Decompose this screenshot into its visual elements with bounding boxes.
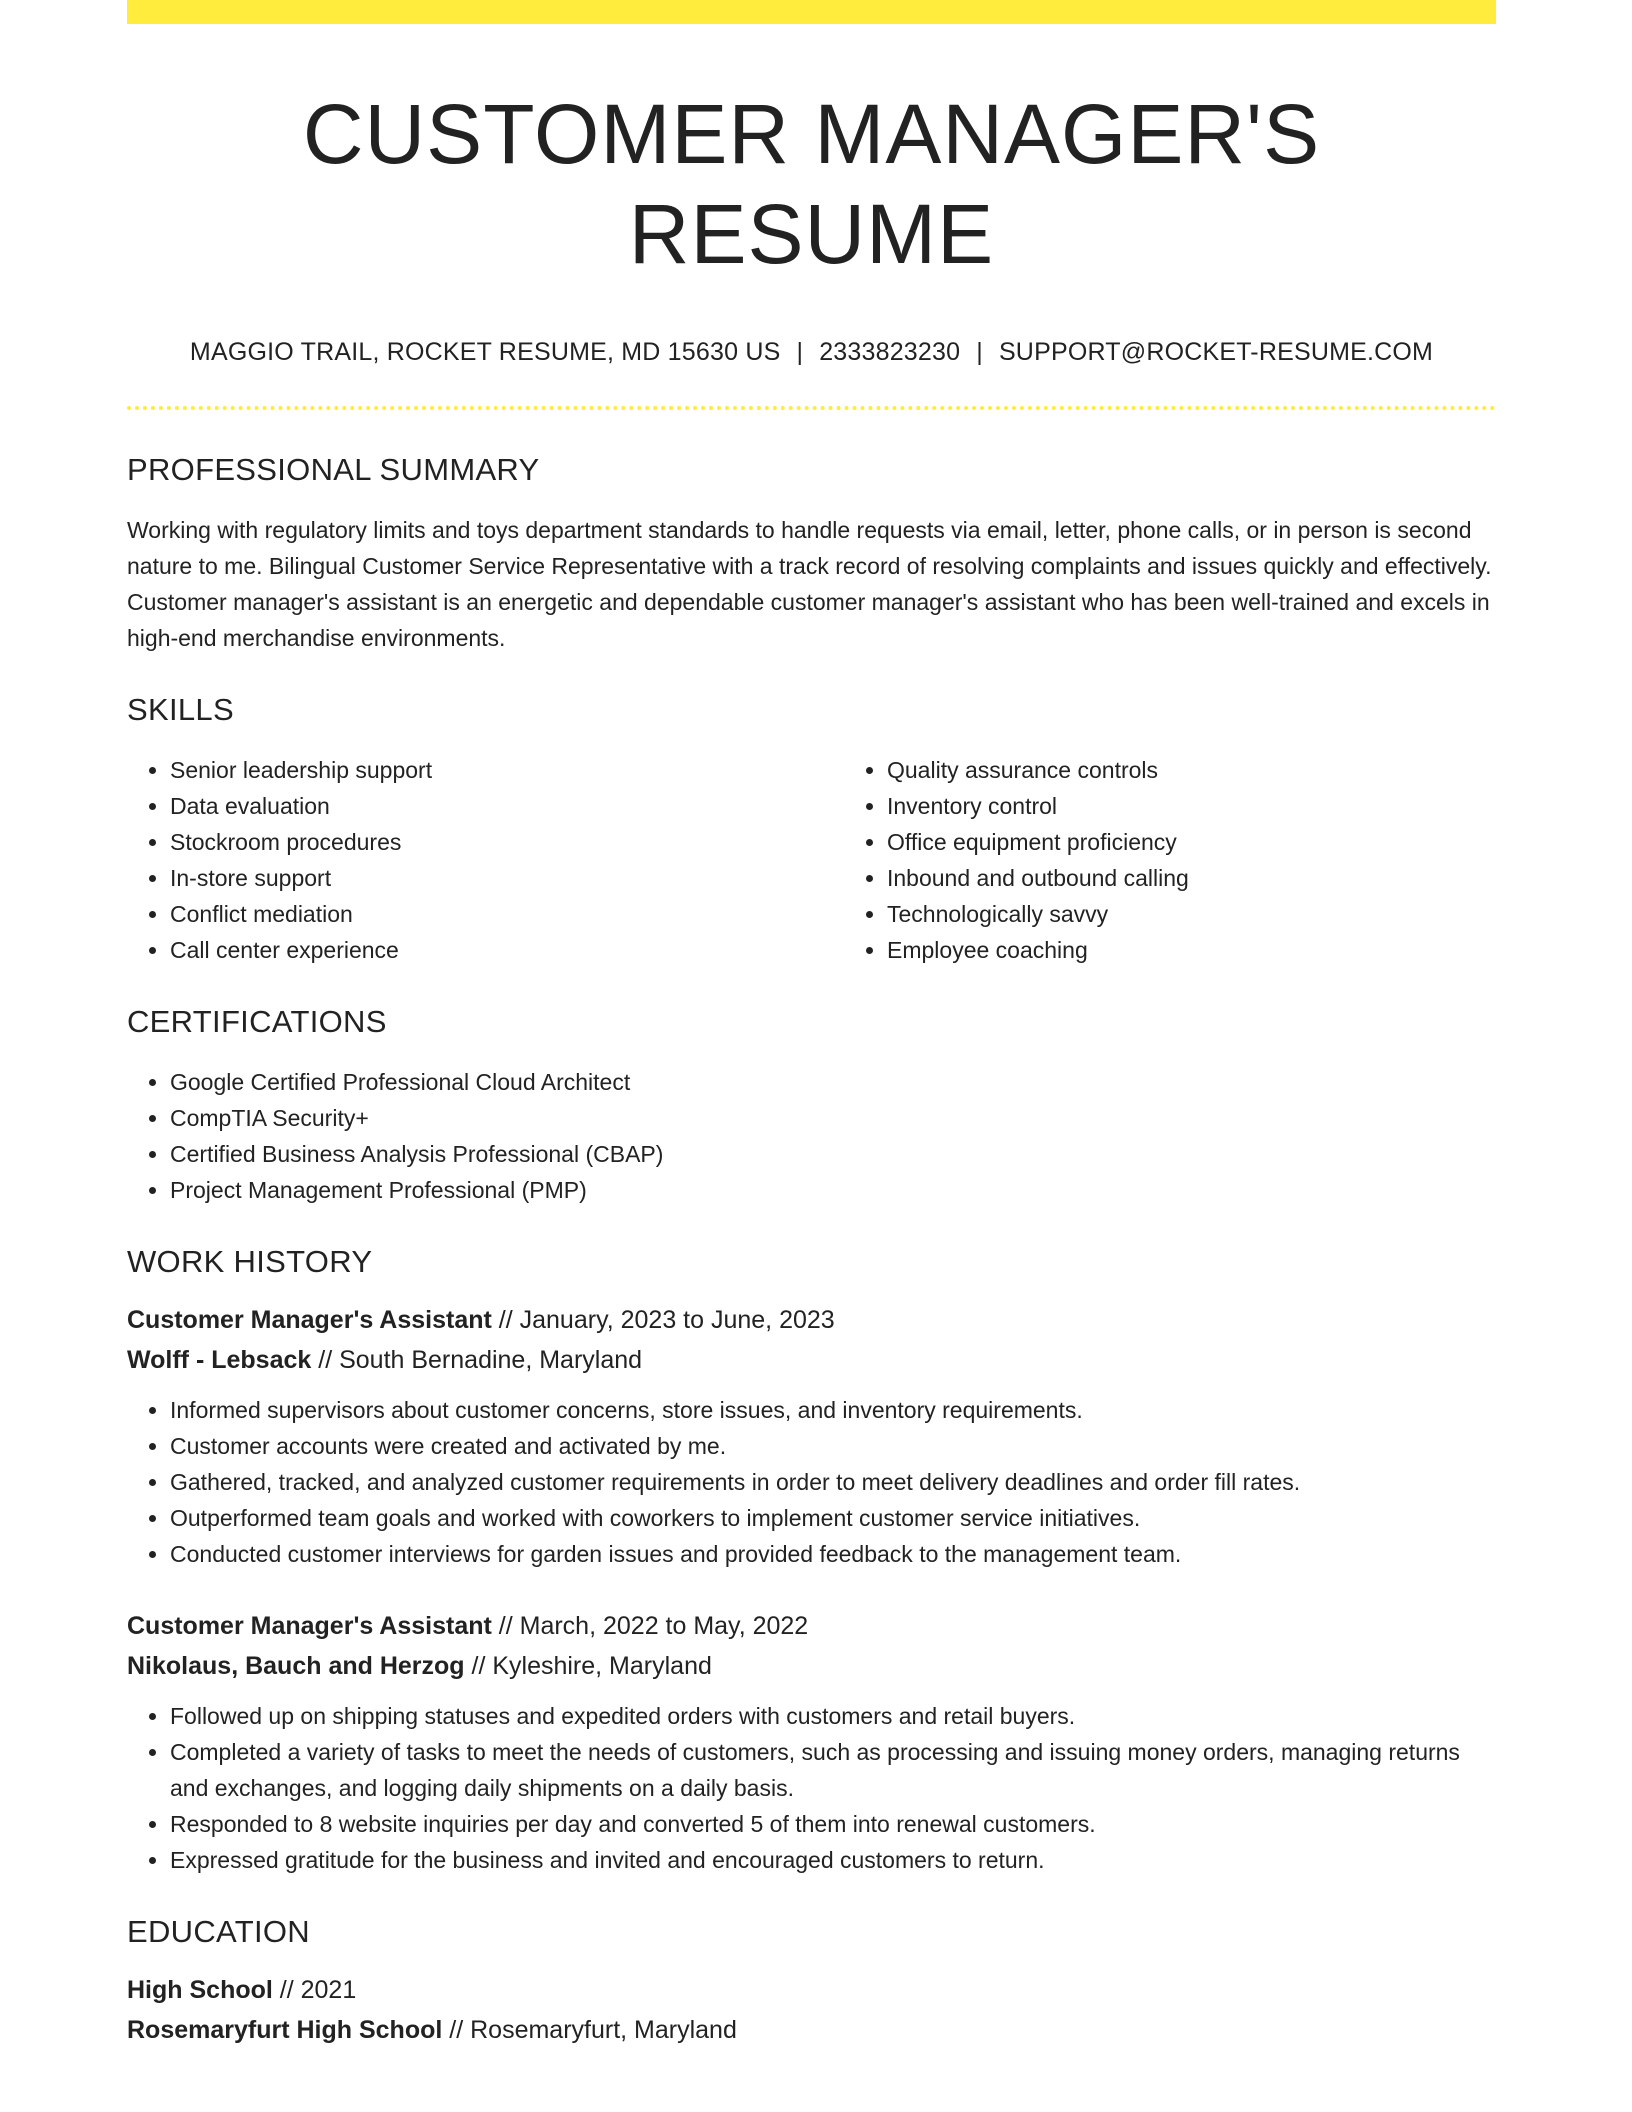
- skill-item: • Inventory control: [887, 788, 1496, 824]
- certifications-section: [127, 1002, 1496, 1208]
- contact-separator: |: [976, 338, 983, 366]
- job-bullet: • Responded to 8 website inquiries per day and converted 5 of them into renewal customers.: [170, 1806, 1496, 1842]
- job-company: Nikolaus, Bauch and Herzog: [127, 1652, 465, 1680]
- education-school-line: [127, 2010, 1496, 2050]
- job-title-line: [127, 1300, 1496, 1340]
- certification-item: • Google Certified Professional Cloud Architect: [170, 1064, 1496, 1100]
- job-bullet: • Expressed gratitude for the business and invited and encouraged customers to return.: [170, 1842, 1496, 1878]
- skills-right-list: [844, 752, 1496, 968]
- skill-item: • Call center experience: [170, 932, 844, 968]
- skill-item: • Inbound and outbound calling: [887, 860, 1496, 896]
- contact-phone: 2333823230: [819, 338, 961, 366]
- job-bullet: • Conducted customer interviews for garden issues and provided feedback to the management team.: [170, 1536, 1496, 1572]
- job-location: // South Bernadine, Maryland: [311, 1346, 643, 1374]
- work-history-section: [127, 1242, 1496, 1878]
- job-location: // Kyleshire, Maryland: [464, 1652, 712, 1680]
- education-section: [127, 1912, 1496, 2050]
- job-bullet: • Informed supervisors about customer concerns, store issues, and inventory requirements.: [170, 1392, 1496, 1428]
- job-entry: [127, 1606, 1496, 1878]
- education-school: Rosemaryfurt High School: [127, 2016, 443, 2044]
- education-degree: High School: [127, 1976, 273, 2004]
- skills-columns: [127, 752, 1496, 968]
- skill-item: • Conflict mediation: [170, 896, 844, 932]
- skill-item: • Quality assurance controls: [887, 752, 1496, 788]
- contact-address: MAGGIO TRAIL, ROCKET RESUME, MD 15630 US: [189, 338, 781, 366]
- skill-item: • Senior leadership support: [170, 752, 844, 788]
- education-year: // 2021: [272, 1976, 357, 2004]
- contact-separator: |: [796, 338, 804, 366]
- contact-line: [127, 336, 1496, 368]
- job-company-line: [127, 1646, 1496, 1686]
- job-bullet: • Completed a variety of tasks to meet the needs of customers, such as processing and issuing money orders, managing returns and exchanges, and logging daily shipments on a daily basis.: [170, 1734, 1496, 1806]
- job-title: Customer Manager's Assistant: [127, 1612, 492, 1640]
- section-heading: PROFESSIONAL SUMMARY: [127, 452, 540, 487]
- resume-page: [127, 0, 1496, 2050]
- resume-title: CUSTOMER MANAGER'S RESUME: [302, 87, 1321, 281]
- education-entry: [127, 1970, 1496, 2050]
- job-title-line: [127, 1606, 1496, 1646]
- skill-item: • Data evaluation: [170, 788, 844, 824]
- skill-item: • Technologically savvy: [887, 896, 1496, 932]
- job-bullets: [127, 1392, 1496, 1572]
- job-bullet: • Followed up on shipping statuses and expedited orders with customers and retail buyers.: [170, 1698, 1496, 1734]
- certification-item: • Certified Business Analysis Professional (CBAP): [170, 1136, 1496, 1172]
- job-bullets: [127, 1698, 1496, 1878]
- skill-item: • Office equipment proficiency: [887, 824, 1496, 860]
- job-bullet: • Gathered, tracked, and analyzed customer requirements in order to meet delivery deadlines and order fill rates.: [170, 1464, 1496, 1500]
- certification-item: • CompTIA Security+: [170, 1100, 1496, 1136]
- job-company-line: [127, 1340, 1496, 1380]
- skills-section: [127, 690, 1496, 968]
- skill-item: • In-store support: [170, 860, 844, 896]
- job-bullet: • Outperformed team goals and worked with coworkers to implement customer service initiatives.: [170, 1500, 1496, 1536]
- accent-top-bar: [127, 0, 1496, 24]
- education-degree-line: [127, 1970, 1496, 2010]
- certification-item: • Project Management Professional (PMP): [170, 1172, 1496, 1208]
- certifications-list: [127, 1064, 1496, 1208]
- job-title: Customer Manager's Assistant: [127, 1306, 492, 1334]
- section-heading: EDUCATION: [127, 1914, 310, 1949]
- section-heading: WORK HISTORY: [127, 1244, 373, 1279]
- summary-text: Working with regulatory limits and toys department standards to handle requests via email, letter, phone calls, or in person is second nature to me. Bilingual Customer Service Representative with a track record of resolving complaints and issues quickly and effectively. Customer manager's assistant is an energetic and dependable customer manager's assistant who has been well-trained and excels in high-end merchandise environments.: [127, 517, 1492, 651]
- dotted-divider: [127, 406, 1496, 410]
- education-location: // Rosemaryfurt, Maryland: [442, 2016, 737, 2044]
- job-dates: // March, 2022 to May, 2022: [491, 1612, 809, 1640]
- job-company: Wolff - Lebsack: [127, 1346, 312, 1374]
- contact-email: SUPPORT@ROCKET-RESUME.COM: [998, 338, 1434, 366]
- section-heading: SKILLS: [127, 692, 234, 727]
- skill-item: • Stockroom procedures: [170, 824, 844, 860]
- job-entry: [127, 1300, 1496, 1572]
- professional-summary-section: [127, 450, 1496, 656]
- skills-left-list: [127, 752, 844, 968]
- job-dates: // January, 2023 to June, 2023: [491, 1306, 835, 1334]
- skill-item: • Employee coaching: [887, 932, 1496, 968]
- job-bullet: • Customer accounts were created and activated by me.: [170, 1428, 1496, 1464]
- section-heading: CERTIFICATIONS: [127, 1004, 387, 1039]
